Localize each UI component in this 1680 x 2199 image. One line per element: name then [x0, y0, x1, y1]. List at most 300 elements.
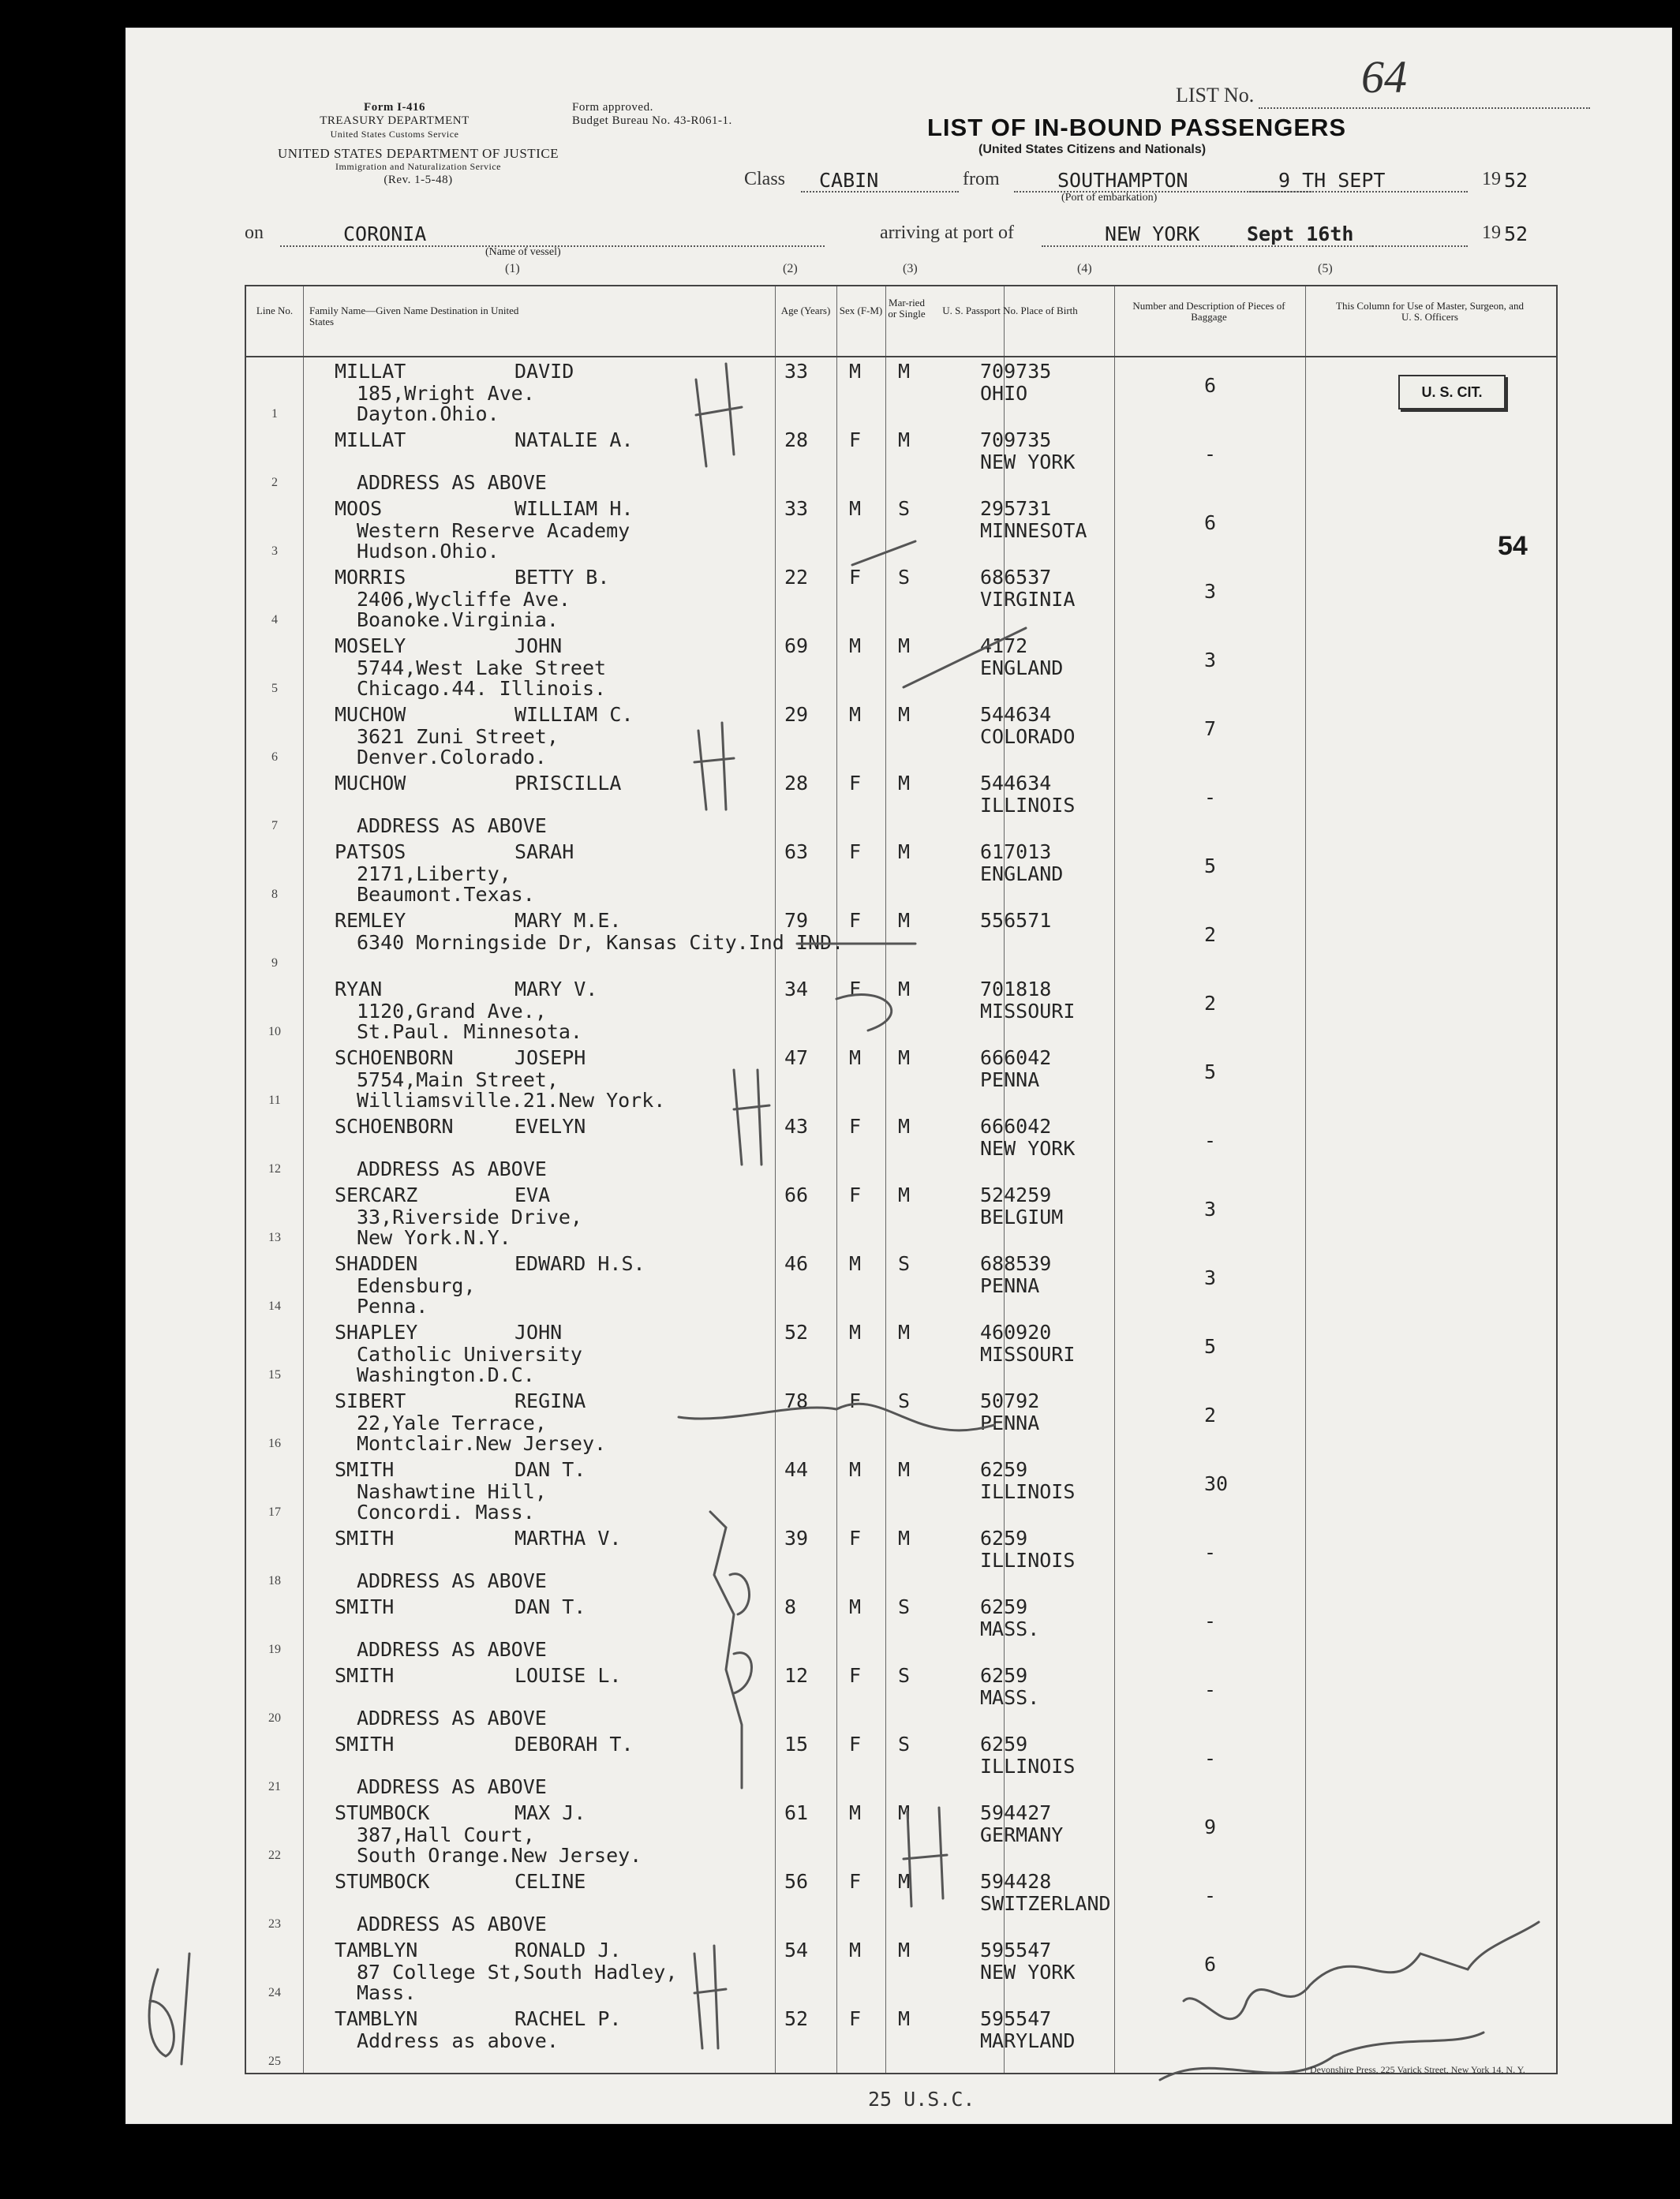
- place-of-birth: OHIO: [980, 382, 1028, 405]
- surname: SERCARZ: [335, 1184, 418, 1206]
- passenger-list-sheet: [126, 28, 1671, 2123]
- surname: SMITH: [335, 1733, 395, 1756]
- marital-status: M: [898, 772, 911, 795]
- place-of-birth: ILLINOIS: [980, 1755, 1076, 1778]
- age: 69: [784, 634, 809, 657]
- form-info: [237, 101, 552, 141]
- age: 56: [784, 1870, 809, 1893]
- place-of-birth: ENGLAND: [980, 862, 1064, 885]
- passport-number: 6259: [980, 1458, 1028, 1481]
- address-line-2: Penna.: [357, 1295, 428, 1318]
- sex: F: [849, 1389, 862, 1412]
- col-num-2: (2): [783, 262, 798, 275]
- age: 22: [784, 566, 809, 589]
- baggage-count: -: [1204, 1541, 1217, 1564]
- place-of-birth: NEW YORK: [980, 451, 1076, 473]
- col-num-3: (3): [903, 262, 918, 275]
- given-name: JOHN: [514, 1321, 563, 1344]
- baggage-count: 2: [1204, 1404, 1217, 1427]
- year-1: 52: [1504, 169, 1528, 192]
- table-row: [246, 630, 1556, 699]
- table-row: [246, 562, 1556, 630]
- given-name: EVELYN: [514, 1115, 586, 1138]
- given-name: DAVID: [514, 360, 574, 383]
- line-number: 24: [268, 1986, 281, 1999]
- marital-status: M: [898, 1870, 911, 1893]
- arrival-date: Sept 16th: [1247, 223, 1354, 245]
- arrival-line: [1231, 245, 1468, 247]
- sex: M: [849, 1046, 862, 1069]
- address-line-1: 33,Riverside Drive,: [357, 1206, 582, 1229]
- given-name: MARTHA V.: [514, 1527, 622, 1550]
- line-number: 22: [268, 1849, 281, 1862]
- surname: MORRIS: [335, 566, 406, 589]
- line-number: 3: [271, 544, 278, 558]
- surname: MILLAT: [335, 428, 406, 451]
- passport-number: 556571: [980, 909, 1052, 932]
- from-value: SOUTHAMPTON: [1057, 169, 1188, 192]
- address-line-1: Nashawtine Hill,: [357, 1480, 547, 1503]
- age: 52: [784, 1321, 809, 1344]
- marital-status: M: [898, 1527, 911, 1550]
- sex: M: [849, 703, 862, 726]
- passport-number: 709735: [980, 428, 1052, 451]
- baggage-count: -: [1204, 1678, 1217, 1701]
- place-of-birth: MARYLAND: [980, 2029, 1076, 2052]
- passport-number: 460920: [980, 1321, 1052, 1344]
- surname: SHADDEN: [335, 1252, 418, 1275]
- age: 63: [784, 840, 809, 863]
- marital-status: M: [898, 1115, 911, 1138]
- sex: F: [849, 1664, 862, 1687]
- passport-number: 6259: [980, 1595, 1028, 1618]
- form-approval: [572, 101, 777, 128]
- passport-number: 701818: [980, 978, 1052, 1000]
- address-line-2: ADDRESS AS ABOVE: [357, 814, 547, 837]
- list-no-line: [1259, 107, 1590, 109]
- col-head-name: Family Name—Given Name Destination in United States: [309, 305, 519, 327]
- sex: M: [849, 1595, 862, 1618]
- surname: REMLEY: [335, 909, 406, 932]
- place-of-birth: SWITZERLAND: [980, 1892, 1111, 1915]
- year-prefix-2: 19: [1482, 223, 1501, 243]
- baggage-count: -: [1204, 1747, 1217, 1770]
- on-label: on: [245, 223, 264, 243]
- age: 78: [784, 1389, 809, 1412]
- table-row: [246, 1042, 1556, 1111]
- passport-number: 50792: [980, 1389, 1040, 1412]
- table-row: [246, 1386, 1556, 1454]
- address-line-1: 185,Wright Ave.: [357, 382, 535, 405]
- surname: RYAN: [335, 978, 383, 1000]
- vessel-note: (Name of vessel): [485, 246, 561, 258]
- table-row: [246, 356, 1556, 424]
- age: 28: [784, 772, 809, 795]
- baggage-count: 7: [1204, 717, 1217, 740]
- marital-status: M: [898, 1458, 911, 1481]
- col-head-passport: U. S. Passport No. Place of Birth: [942, 305, 1078, 316]
- age: 33: [784, 497, 809, 520]
- list-subtitle: (United States Citizens and Nationals): [978, 143, 1207, 156]
- given-name: JOSEPH: [514, 1046, 586, 1069]
- ins-service: Immigration and Naturalization Service: [335, 161, 501, 172]
- sex: F: [849, 909, 862, 932]
- age: 28: [784, 428, 809, 451]
- sex: M: [849, 1252, 862, 1275]
- marital-status: M: [898, 1801, 911, 1824]
- marital-status: M: [898, 1046, 911, 1069]
- sex: M: [849, 360, 862, 383]
- place-of-birth: PENNA: [980, 1274, 1040, 1297]
- address-line-2: Boanoke.Virginia.: [357, 608, 559, 631]
- passport-number: 595547: [980, 1939, 1052, 1962]
- surname: SMITH: [335, 1527, 395, 1550]
- line-number: 18: [268, 1574, 281, 1588]
- given-name: BETTY B.: [514, 566, 610, 589]
- sex: M: [849, 1801, 862, 1824]
- place-of-birth: BELGIUM: [980, 1206, 1064, 1229]
- address-line-1: 387,Hall Court,: [357, 1823, 535, 1846]
- form-number: Form I-416: [364, 101, 425, 114]
- address-line-1: 87 College St,South Hadley,: [357, 1961, 678, 1984]
- arriving-label: arriving at port of: [880, 223, 1014, 243]
- given-name: SARAH: [514, 840, 574, 863]
- baggage-count: 3: [1204, 1198, 1217, 1221]
- address-line-1: 3621 Zuni Street,: [357, 725, 559, 748]
- col-num-5: (5): [1318, 262, 1333, 275]
- baggage-count: 5: [1204, 1060, 1217, 1083]
- surname: SMITH: [335, 1664, 395, 1687]
- marital-status: M: [898, 1321, 911, 1344]
- table-row: [246, 1660, 1556, 1729]
- treasury-dept: TREASURY DEPARTMENT: [320, 114, 470, 127]
- passport-number: 594427: [980, 1801, 1052, 1824]
- age: 34: [784, 978, 809, 1000]
- from-label: from: [963, 169, 1000, 189]
- place-of-birth: MASS.: [980, 1617, 1040, 1640]
- table-row: [246, 1111, 1556, 1180]
- place-of-birth: ENGLAND: [980, 656, 1064, 679]
- baggage-count: 5: [1204, 1335, 1217, 1358]
- age: 43: [784, 1115, 809, 1138]
- baggage-count: 3: [1204, 649, 1217, 671]
- age: 66: [784, 1184, 809, 1206]
- line-number: 6: [271, 750, 278, 764]
- place-of-birth: NEW YORK: [980, 1961, 1076, 1984]
- address-line-1: 2171,Liberty,: [357, 862, 511, 885]
- given-name: WILLIAM H.: [514, 497, 634, 520]
- sex: M: [849, 1321, 862, 1344]
- address-line-2: ADDRESS AS ABOVE: [357, 1569, 547, 1592]
- age: 47: [784, 1046, 809, 1069]
- marital-status: M: [898, 2007, 911, 2030]
- sex: F: [849, 1527, 862, 1550]
- given-name: LOUISE L.: [514, 1664, 622, 1687]
- from-date-line: [1247, 191, 1468, 193]
- address-line-2: ADDRESS AS ABOVE: [357, 1707, 547, 1730]
- passport-number: 544634: [980, 772, 1052, 795]
- age: 46: [784, 1252, 809, 1275]
- age: 8: [784, 1595, 797, 1618]
- sex: M: [849, 634, 862, 657]
- given-name: CELINE: [514, 1870, 586, 1893]
- address-line-2: Montclair.New Jersey.: [357, 1432, 607, 1455]
- marital-status: M: [898, 428, 911, 451]
- surname: MUCHOW: [335, 772, 406, 795]
- passport-number: 295731: [980, 497, 1052, 520]
- given-name: WILLIAM C.: [514, 703, 634, 726]
- marital-status: M: [898, 909, 911, 932]
- table-row: [246, 1797, 1556, 1866]
- passport-number: 544634: [980, 703, 1052, 726]
- passport-number: 594428: [980, 1870, 1052, 1893]
- baggage-count: 3: [1204, 580, 1217, 603]
- surname: PATSOS: [335, 840, 406, 863]
- place-of-birth: MINNESOTA: [980, 519, 1087, 542]
- marital-status: S: [898, 1733, 911, 1756]
- given-name: PRISCILLA: [514, 772, 622, 795]
- address-line-1: 2406,Wycliffe Ave.: [357, 588, 571, 611]
- line-number: 25: [268, 2055, 281, 2068]
- vessel-name: CORONIA: [343, 223, 427, 245]
- address-line-2: ADDRESS AS ABOVE: [357, 471, 547, 494]
- marital-status: M: [898, 840, 911, 863]
- address-line-2: ADDRESS AS ABOVE: [357, 1775, 547, 1798]
- surname: SMITH: [335, 1595, 395, 1618]
- us-cit-stamp: U. S. CIT.: [1398, 375, 1506, 410]
- age: 79: [784, 909, 809, 932]
- address-line-2: New York.N.Y.: [357, 1226, 511, 1249]
- passport-number: 617013: [980, 840, 1052, 863]
- table-row: [246, 2003, 1556, 2072]
- sex: F: [849, 2007, 862, 2030]
- line-number: 17: [268, 1505, 281, 1519]
- given-name: RACHEL P.: [514, 2007, 622, 2030]
- address-line-1: Catholic University: [357, 1343, 582, 1366]
- place-of-birth: COLORADO: [980, 725, 1076, 748]
- baggage-count: -: [1204, 443, 1217, 466]
- list-no-label: LIST No.: [1176, 84, 1255, 107]
- col-head-sex: Sex (F-M): [839, 305, 883, 316]
- customs-service: United States Customs Service: [330, 129, 459, 140]
- table-row: [246, 1523, 1556, 1591]
- passport-number: 4172: [980, 634, 1028, 657]
- line-number: 5: [271, 682, 278, 695]
- year-2: 52: [1504, 223, 1528, 245]
- col-head-officers: This Column for Use of Master, Surgeon, and U. S. Officers: [1336, 300, 1524, 323]
- baggage-count: -: [1204, 1610, 1217, 1632]
- address-line-2: Beaumont.Texas.: [357, 883, 535, 906]
- address-line-2: Denver.Colorado.: [357, 746, 547, 769]
- col-head-age: Age (Years): [780, 305, 831, 316]
- statute-ref: 25 U.S.C.: [868, 2088, 975, 2111]
- table-row: [246, 1248, 1556, 1317]
- sex: F: [849, 1184, 862, 1206]
- given-name: DAN T.: [514, 1458, 586, 1481]
- table-row: [246, 836, 1556, 905]
- marital-status: M: [898, 703, 911, 726]
- address-line-1: 6340 Morningside Dr, Kansas City.Ind IND.: [357, 931, 844, 954]
- sex: F: [849, 428, 862, 451]
- marital-status: M: [898, 634, 911, 657]
- line-number: 1: [271, 407, 278, 421]
- passport-number: 686537: [980, 566, 1052, 589]
- given-name: MARY V.: [514, 978, 598, 1000]
- year-prefix-1: 19: [1482, 169, 1501, 189]
- age: 12: [784, 1664, 809, 1687]
- surname: MUCHOW: [335, 703, 406, 726]
- table-row: [246, 974, 1556, 1042]
- baggage-count: -: [1204, 1884, 1217, 1907]
- line-number: 19: [268, 1643, 281, 1656]
- baggage-count: 30: [1204, 1472, 1229, 1495]
- address-line-1: 5754,Main Street,: [357, 1068, 559, 1091]
- table-row: [246, 768, 1556, 836]
- col-head-married: Mar-ried or Single: [888, 297, 926, 320]
- line-number: 2: [271, 476, 278, 489]
- class-value: CABIN: [819, 169, 879, 192]
- sex: M: [849, 1939, 862, 1962]
- passport-number: 595547: [980, 2007, 1052, 2030]
- address-line-1: Address as above.: [357, 2029, 559, 2052]
- age: 29: [784, 703, 809, 726]
- address-line-2: Concordi. Mass.: [357, 1501, 535, 1524]
- passport-number: 524259: [980, 1184, 1052, 1206]
- passport-number: 666042: [980, 1046, 1052, 1069]
- line-number: 21: [268, 1780, 281, 1793]
- line-number: 11: [268, 1094, 281, 1107]
- form-approved: Form approved.: [572, 101, 653, 114]
- surname: SIBERT: [335, 1389, 406, 1412]
- passport-number: 688539: [980, 1252, 1052, 1275]
- sex: F: [849, 1870, 862, 1893]
- budget-number: Budget Bureau No. 43-R061-1.: [572, 114, 732, 127]
- place-of-birth: ILLINOIS: [980, 1480, 1076, 1503]
- place-of-birth: NEW YORK: [980, 1137, 1076, 1160]
- sex: F: [849, 772, 862, 795]
- place-of-birth: MISSOURI: [980, 1343, 1076, 1366]
- given-name: EVA: [514, 1184, 551, 1206]
- table-row: [246, 1935, 1556, 2003]
- col-head-baggage: Number and Description of Pieces of Baggage: [1132, 300, 1285, 323]
- table-row: [246, 1866, 1556, 1935]
- line-number: 12: [268, 1162, 281, 1176]
- address-line-1: Edensburg,: [357, 1274, 476, 1297]
- marital-status: M: [898, 360, 911, 383]
- age: 54: [784, 1939, 809, 1962]
- passport-number: 709735: [980, 360, 1052, 383]
- printer-imprint: Devonshire Press, 225 Varick Street, New York 14, N. Y.: [1310, 2064, 1525, 2075]
- place-of-birth: PENNA: [980, 1412, 1040, 1434]
- marital-status: M: [898, 1939, 911, 1962]
- passport-number: 666042: [980, 1115, 1052, 1138]
- table-row: [246, 424, 1556, 493]
- address-line-1: 5744,West Lake Street: [357, 656, 607, 679]
- address-line-1: 22,Yale Terrace,: [357, 1412, 547, 1434]
- marital-status: S: [898, 1664, 911, 1687]
- marital-status: S: [898, 1252, 911, 1275]
- passenger-rows: [246, 356, 1556, 2073]
- passenger-table: [245, 285, 1558, 2074]
- embarkation-note: (Port of embarkation): [1061, 192, 1158, 204]
- col-num-4: (4): [1077, 262, 1092, 275]
- class-label: Class: [744, 169, 786, 189]
- table-row: [246, 1317, 1556, 1386]
- given-name: RONALD J.: [514, 1939, 622, 1962]
- line-number: 14: [268, 1300, 281, 1313]
- address-line-2: Washington.D.C.: [357, 1363, 535, 1386]
- address-line-2: Williamsville.21.New York.: [357, 1089, 666, 1112]
- baggage-count: 2: [1204, 992, 1217, 1015]
- line-number: 15: [268, 1368, 281, 1382]
- place-of-birth: ILLINOIS: [980, 794, 1076, 817]
- surname: MOOS: [335, 497, 383, 520]
- marital-status: S: [898, 1389, 911, 1412]
- marital-status: S: [898, 566, 911, 589]
- line-number: 10: [268, 1025, 281, 1038]
- baggage-count: 6: [1204, 374, 1217, 397]
- age: 15: [784, 1733, 809, 1756]
- marital-status: M: [898, 978, 911, 1000]
- marital-status: S: [898, 1595, 911, 1618]
- surname: SMITH: [335, 1458, 395, 1481]
- place-of-birth: MISSOURI: [980, 1000, 1076, 1023]
- baggage-count: -: [1204, 786, 1217, 809]
- line-number: 16: [268, 1437, 281, 1450]
- surname: SHAPLEY: [335, 1321, 418, 1344]
- baggage-count: 6: [1204, 511, 1217, 534]
- surname: SCHOENBORN: [335, 1046, 454, 1069]
- given-name: MARY M.E.: [514, 909, 622, 932]
- given-name: DAN T.: [514, 1595, 586, 1618]
- place-of-birth: GERMANY: [980, 1823, 1064, 1846]
- given-name: EDWARD H.S.: [514, 1252, 645, 1275]
- age: 52: [784, 2007, 809, 2030]
- line-number: 23: [268, 1917, 281, 1931]
- baggage-count: 5: [1204, 855, 1217, 877]
- given-name: MAX J.: [514, 1801, 586, 1824]
- passport-number: 6259: [980, 1733, 1028, 1756]
- surname: TAMBLYN: [335, 2007, 418, 2030]
- address-line-1: 1120,Grand Ave.,: [357, 1000, 547, 1023]
- address-line-2: Mass.: [357, 1981, 417, 2004]
- place-of-birth: VIRGINIA: [980, 588, 1076, 611]
- age: 33: [784, 360, 809, 383]
- list-title: LIST OF IN-BOUND PASSENGERS: [927, 114, 1347, 141]
- sex: M: [849, 1458, 862, 1481]
- list-no-value: 64: [1361, 51, 1407, 103]
- age: 39: [784, 1527, 809, 1550]
- table-row: [246, 1729, 1556, 1797]
- sex: M: [849, 497, 862, 520]
- age: 61: [784, 1801, 809, 1824]
- address-line-2: ADDRESS AS ABOVE: [357, 1638, 547, 1661]
- place-of-birth: MASS.: [980, 1686, 1040, 1709]
- baggage-count: 2: [1204, 923, 1217, 946]
- passport-number: 6259: [980, 1664, 1028, 1687]
- line-number: 8: [271, 888, 278, 901]
- marital-status: S: [898, 497, 911, 520]
- given-name: REGINA: [514, 1389, 586, 1412]
- officer-note: 54: [1498, 531, 1528, 561]
- from-date: 9 TH SEPT: [1278, 169, 1386, 192]
- table-row: [246, 1591, 1556, 1660]
- surname: MOSELY: [335, 634, 406, 657]
- place-of-birth: PENNA: [980, 1068, 1040, 1091]
- address-line-2: Chicago.44. Illinois.: [357, 677, 607, 700]
- table-row: [246, 699, 1556, 768]
- given-name: NATALIE A.: [514, 428, 634, 451]
